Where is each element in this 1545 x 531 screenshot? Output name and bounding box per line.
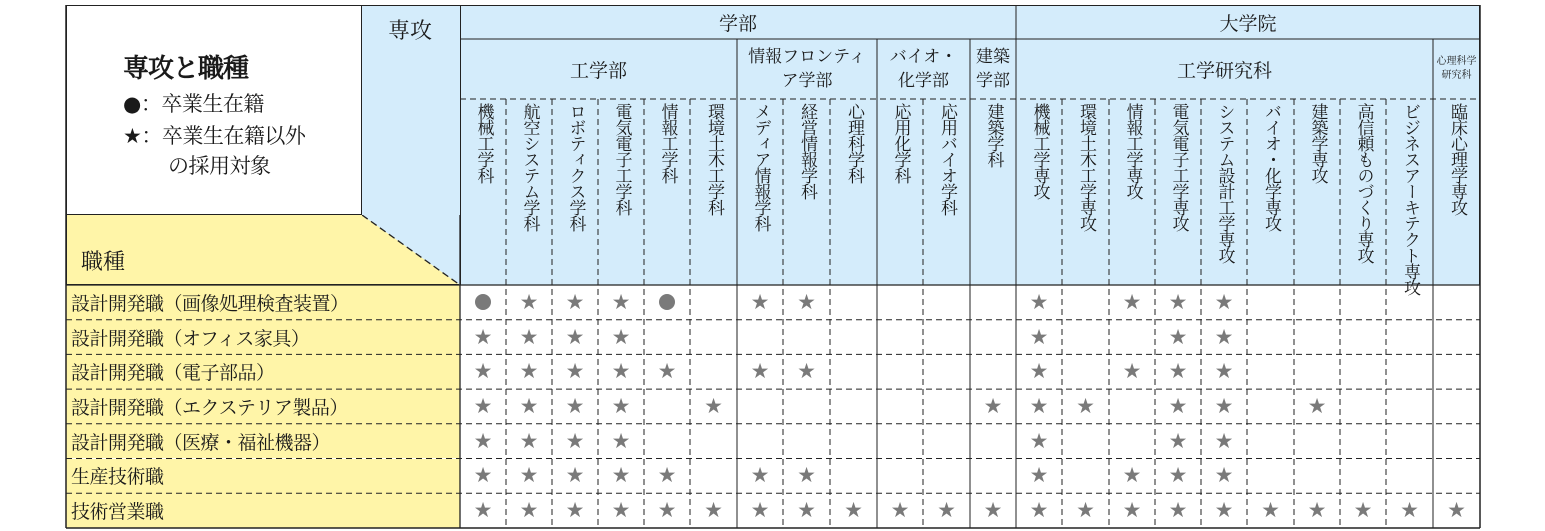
recruit-target-mark: ★ <box>797 498 816 523</box>
recruit-target-mark: ★ <box>750 359 770 384</box>
recruit-target-mark: ★ <box>1168 393 1188 418</box>
recruit-target-mark: ★ <box>519 428 539 453</box>
recruit-target-mark: ★ <box>1029 324 1049 349</box>
recruit-target-mark: ★ <box>1122 359 1142 384</box>
legend-title: 専攻と職種 <box>123 54 249 84</box>
undergrad-header: 学部 <box>718 12 757 35</box>
recruit-target-mark: ★ <box>1029 498 1049 523</box>
column-header-label: 応用化学科 <box>890 103 911 183</box>
recruit-target-mark: ★ <box>473 324 493 349</box>
recruit-target-mark: ★ <box>1122 498 1142 523</box>
recruit-target-mark: ★ <box>1214 393 1234 418</box>
recruit-target-mark: ★ <box>1214 498 1234 523</box>
recruit-target-mark: ★ <box>611 324 631 349</box>
recruit-target-mark: ★ <box>704 393 723 418</box>
recruit-target-mark: ★ <box>519 463 539 488</box>
recruit-target-mark: ★ <box>519 324 539 349</box>
recruit-target-mark: ★ <box>473 498 493 523</box>
recruit-target-mark: ★ <box>611 289 631 314</box>
recruit-target-mark: ★ <box>657 498 677 523</box>
column-header-label: 電気電子工学科 <box>611 103 632 215</box>
recruit-target-mark: ★ <box>750 498 770 523</box>
job-title: 設計開発職（エクステリア製品） <box>71 396 348 419</box>
recruit-target-mark: ★ <box>1029 428 1049 453</box>
job-title: 設計開発職（画像処理検査装置） <box>71 292 349 315</box>
recruit-target-mark: ★ <box>565 463 585 488</box>
recruit-target-mark: ★ <box>657 359 677 384</box>
group-architecture-label: 建築学部 <box>976 47 1010 91</box>
graduate-header: 大学院 <box>1219 12 1277 35</box>
recruit-target-mark: ★ <box>1029 463 1049 488</box>
major-label: 専攻 <box>388 19 433 44</box>
recruit-target-mark: ★ <box>1076 393 1095 418</box>
recruit-target-mark: ★ <box>1029 289 1049 314</box>
recruit-target-mark: ★ <box>1214 289 1234 314</box>
group-info-frontier-label: 情報フロンティア学部 <box>748 47 866 91</box>
recruit-target-mark: ★ <box>797 289 816 314</box>
column-header-label: ロボティクス学科 <box>565 103 586 231</box>
group-grad-engineering: 工学研究科 <box>1176 59 1272 82</box>
column-header-label: システム設計工学専攻 <box>1214 103 1235 263</box>
group-psych-science-label: 心理科学研究科 <box>1436 56 1477 81</box>
recruit-target-mark: ★ <box>1122 289 1142 314</box>
recruit-target-mark: ★ <box>565 393 585 418</box>
recruit-target-mark: ★ <box>750 289 770 314</box>
recruit-target-mark: ★ <box>565 428 585 453</box>
recruit-target-mark: ★ <box>1168 359 1188 384</box>
column-header-label: 情報工学科 <box>657 103 678 183</box>
job-label: 職種 <box>81 250 126 275</box>
column-header-label: 建築学科 <box>983 103 1004 167</box>
recruit-target-mark: ★ <box>519 359 539 384</box>
column-header-label: 臨床心理学専攻 <box>1447 103 1467 215</box>
recruit-target-mark: ★ <box>937 498 956 523</box>
job-title: 技術営業職 <box>71 501 164 524</box>
recruit-target-mark: ★ <box>1168 289 1188 314</box>
job-title: 生産技術職 <box>71 466 164 489</box>
recruit-target-mark: ★ <box>1122 463 1142 488</box>
column-header-label: 応用バイオ学科 <box>937 103 957 215</box>
recruit-target-mark: ★ <box>1447 498 1466 523</box>
recruit-target-mark: ★ <box>750 463 770 488</box>
column-header-label: 情報工学専攻 <box>1122 103 1143 199</box>
legend-dot-line: ●：卒業生在籍 <box>123 92 264 116</box>
recruit-target-mark: ★ <box>1168 324 1188 349</box>
recruit-target-mark: ★ <box>1214 324 1234 349</box>
recruit-target-mark: ★ <box>519 289 539 314</box>
recruit-target-mark: ★ <box>657 463 677 488</box>
column-header-label: 環境土木工学科 <box>704 103 724 215</box>
column-header-label: 高信頼ものづくり専攻 <box>1353 103 1374 263</box>
job-title: 設計開発職（医療・福祉機器） <box>71 431 331 454</box>
job-title: 設計開発職（オフィス家具） <box>71 327 310 350</box>
column-header-label: 航空システム学科 <box>519 103 540 231</box>
recruit-target-mark: ★ <box>473 393 493 418</box>
legend-star-line: ★：卒業生在籍以外 <box>123 124 306 148</box>
recruit-target-mark: ★ <box>844 498 863 523</box>
recruit-target-mark: ★ <box>1353 498 1373 523</box>
recruit-target-mark: ★ <box>797 463 816 488</box>
recruit-target-mark: ★ <box>565 498 585 523</box>
recruit-target-mark: ★ <box>797 359 816 384</box>
recruit-target-mark: ★ <box>611 498 631 523</box>
legend-star-line-2: の採用対象 <box>168 154 271 178</box>
recruit-target-mark: ★ <box>1400 498 1419 523</box>
recruit-target-mark: ★ <box>611 463 631 488</box>
recruit-target-mark: ★ <box>1029 359 1049 384</box>
recruit-target-mark: ★ <box>890 498 910 523</box>
recruit-target-mark: ★ <box>1076 498 1095 523</box>
recruit-target-mark: ★ <box>1307 393 1327 418</box>
recruit-target-mark: ★ <box>1029 393 1049 418</box>
recruit-target-mark: ★ <box>1168 498 1188 523</box>
recruit-target-mark: ★ <box>611 359 631 384</box>
recruit-target-mark: ★ <box>1214 463 1234 488</box>
job-title: 設計開発職（電子部品） <box>71 362 275 385</box>
recruit-target-mark: ★ <box>983 498 1003 523</box>
column-header-label: 機械工学専攻 <box>1029 103 1050 199</box>
recruit-target-mark: ★ <box>1307 498 1327 523</box>
recruit-target-mark: ★ <box>473 359 493 384</box>
column-header-label: 心理科学科 <box>844 103 864 183</box>
recruit-target-mark: ★ <box>473 463 493 488</box>
recruit-target-mark: ★ <box>1214 359 1234 384</box>
recruit-target-mark: ★ <box>983 393 1003 418</box>
column-header-label: メディア情報学科 <box>750 103 771 231</box>
column-header-label: 電気電子工学専攻 <box>1168 103 1189 231</box>
column-header-label: 機械工学科 <box>473 103 494 183</box>
column-header-label: ビジネスアーキテクト専攻 <box>1400 103 1420 295</box>
group-engineering: 工学部 <box>569 59 627 82</box>
column-header-label: 環境土木工学専攻 <box>1076 103 1096 231</box>
recruit-target-mark: ★ <box>519 498 539 523</box>
recruit-target-mark: ★ <box>1214 428 1234 453</box>
recruit-target-mark: ★ <box>1168 463 1188 488</box>
recruit-target-mark: ★ <box>611 393 631 418</box>
column-header-label: バイオ・化学専攻 <box>1261 103 1281 231</box>
recruit-target-mark: ★ <box>565 324 585 349</box>
recruit-target-mark: ★ <box>704 498 723 523</box>
column-header-label: 経営情報学科 <box>797 103 817 199</box>
group-bio-chem-label: バイオ・化学部 <box>889 47 958 91</box>
recruit-target-mark: ★ <box>565 359 585 384</box>
recruit-target-mark: ★ <box>519 393 539 418</box>
recruit-target-mark: ★ <box>565 289 585 314</box>
recruit-target-mark: ★ <box>611 428 631 453</box>
column-header-label: 建築学専攻 <box>1307 103 1328 183</box>
recruit-target-mark: ★ <box>1168 428 1188 453</box>
recruit-target-mark: ★ <box>1261 498 1280 523</box>
recruit-target-mark: ★ <box>473 428 493 453</box>
